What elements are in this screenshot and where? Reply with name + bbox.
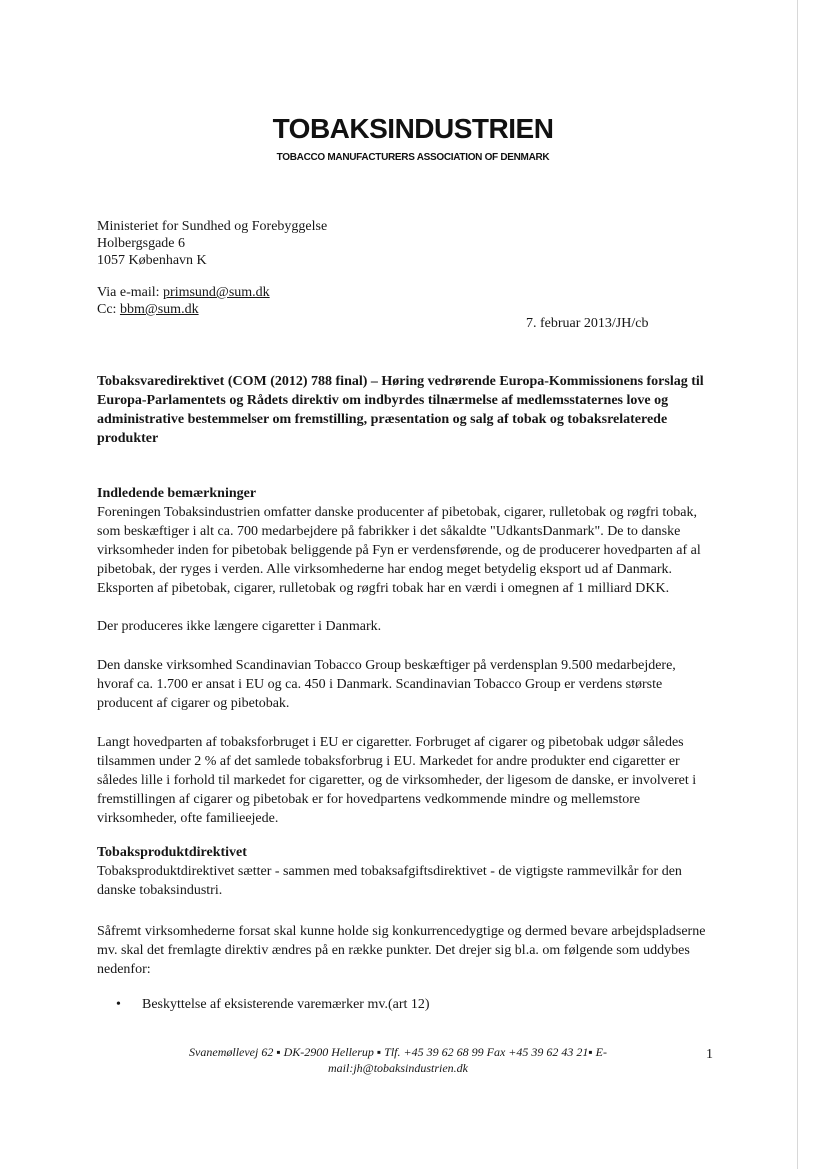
paragraph-line: nedenfor: (97, 962, 151, 977)
paragraph-line: tilsammen under 2 % af det samlede tobaksforbrug i EU. Markedet for andre produkter end cigaretter er (97, 754, 680, 769)
letterhead-title: TOBAKSINDUSTRIEN (272, 113, 554, 144)
email-prefix: Via e-mail: (97, 285, 164, 300)
paragraph-line: hvoraf ca. 1.700 er ansat i EU og ca. 450 i Danmark. Scandinavian Tobacco Group er verdens største (97, 677, 663, 692)
subject-line: produkter (97, 431, 159, 446)
subject-heading (97, 372, 737, 448)
intro-line: pibetobak, der ryges i verden. Alle virksomhederne har endog meget betydelig eksport ud af Danmark. (97, 562, 672, 577)
directive-section (97, 843, 737, 900)
bullet-item (116, 997, 430, 1013)
footer-address: Svanemøllevej 62 ▪ DK-2900 Hellerup ▪ Tlf. +45 39 62 68 99 Fax +45 39 62 43 21▪ E- (189, 1045, 607, 1059)
paragraph-stg (97, 656, 737, 713)
intro-line: Eksporten af pibetobak, cigarer, rulletobak og røgfri tobak har en værdi i omegnen af 1 milliard DKK. (97, 581, 670, 596)
page-number: 1 (706, 1047, 713, 1062)
paragraph-line: mv. skal det fremlagte direktiv ændres på en række punkter. Det drejer sig bl.a. om følgende som uddybes (97, 943, 690, 958)
footer-email: mail:jh@tobaksindustrien.dk (327, 1061, 469, 1075)
recipient-address (97, 218, 737, 269)
letter-footer (158, 1044, 638, 1076)
directive-heading: Tobaksproduktdirektivet (97, 845, 247, 860)
paragraph-line: virksomheder, ofte familieejede. (97, 811, 279, 826)
paragraph-line: Der produceres ikke længere cigaretter i Danmark. (97, 619, 382, 634)
email-link[interactable]: primsund@sum.dk (163, 285, 270, 300)
recipient-line: Holbergsgade 6 (97, 236, 185, 251)
intro-heading: Indledende bemærkninger (97, 486, 257, 501)
recipient-line: Ministeriet for Sundhed og Forebyggelse (97, 219, 328, 234)
intro-line: som beskæftiger i alt ca. 700 medarbejdere på fabrikker i det såkaldte "UdkantsDanmark". De to danske (97, 524, 681, 539)
paragraph-line: Langt hovedparten af tobaksforbruget i EU er cigaretter. Forbruget af cigarer og pibetobak udgør således (97, 735, 684, 750)
paragraph-line: Den danske virksomhed Scandinavian Tobacco Group beskæftiger på verdensplan 9.500 medarbejdere, (97, 658, 676, 673)
letter-date: 7. februar 2013/JH/cb (526, 316, 649, 331)
email-line (97, 284, 737, 301)
scan-edge-line (797, 0, 798, 1169)
paragraph-line: fremstillingen af cigarer og pibetobak er for hovedpartens vedkommende mindre og mellemstore (97, 792, 641, 807)
bullet-dot: • (116, 997, 121, 1012)
cc-link[interactable]: bbm@sum.dk (119, 302, 199, 317)
directive-line: Tobaksproduktdirektivet sætter - sammen med tobaksafgiftsdirektivet - de vigtigste rammevilkår for den (97, 864, 682, 879)
paragraph-competitiveness (97, 922, 737, 979)
directive-line: danske tobaksindustri. (97, 883, 223, 898)
intro-line: virksomheder inden for pibetobak beliggende på Fyn er verdensførende, og de producerer hovedparten af al (97, 543, 701, 558)
intro-line: Foreningen Tobaksindustrien omfatter danske producenter af pibetobak, cigarer, rulletobak og røgfri tobak, (97, 505, 698, 520)
intro-section (97, 484, 737, 598)
paragraph-no-cigarettes (97, 617, 737, 636)
bullet-text: Beskyttelse af eksisterende varemærker mv.(art 12) (142, 997, 430, 1012)
recipient-line: 1057 København K (97, 253, 207, 268)
paragraph-line: Såfremt virksomhederne forsat skal kunne holde sig konkurrencedygtige og dermed bevare arbejdspladserne (97, 924, 706, 939)
letterhead-subtitle: TOBACCO MANUFACTURERS ASSOCIATION OF DENMARK (276, 152, 550, 163)
subject-line: Europa-Parlamentets og Rådets direktiv om indbyrdes tilnærmelse af medlemsstaternes love og (97, 393, 669, 408)
paragraph-consumption (97, 733, 737, 828)
cc-prefix: Cc: (97, 302, 120, 317)
contact-block (97, 284, 737, 318)
subject-line: administrative bestemmelser om fremstilling, præsentation og salg af tobak og tobaksrelaterede (97, 412, 668, 427)
paragraph-line: producent af cigarer og pibetobak. (97, 696, 290, 711)
paragraph-line: således lille i forhold til markedet for cigaretter, og de virksomheder, der ligesom de danske, er involveret i (97, 773, 697, 788)
subject-line: Tobaksvaredirektivet (COM (2012) 788 final) – Høring vedrørende Europa-Kommissionens forslag til (97, 374, 704, 389)
